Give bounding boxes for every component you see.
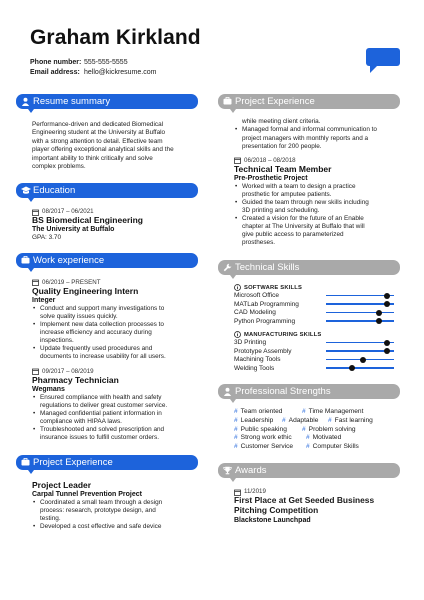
awards-title: Awards	[235, 465, 267, 477]
job-entry	[16, 368, 198, 443]
strength-tag: # Team oriented	[234, 408, 283, 416]
strengths-title: Professional Strengths	[235, 386, 331, 398]
phone-value: 555-555-5555	[84, 59, 128, 66]
award-entry	[218, 488, 400, 524]
skill-name: MATLab Programming	[234, 300, 299, 308]
summary-text: Performance-driven and dedicated Biomedical Engineering student at the University at Buffalo with a strong attention to detail. Effective team player offering exceptional analytical skills and the important ability to think critically and solve complex problems.	[32, 121, 174, 171]
person-icon	[223, 387, 232, 396]
skill-row	[234, 317, 400, 326]
strength-tag: # Motivated	[306, 434, 342, 442]
skill-bar	[326, 350, 394, 351]
skill-name: Microsoft Office	[234, 292, 280, 300]
strength-tag: # Computer Skills	[306, 442, 359, 450]
strength-tag: # Leadership	[234, 417, 274, 425]
skill-row	[234, 364, 400, 373]
project-title-right: Project Experience	[235, 96, 315, 107]
skills-group-software	[218, 284, 400, 325]
strength-tag: # Public speaking	[234, 425, 287, 433]
project-name: Carpal Tunnel Prevention Project	[32, 491, 142, 499]
skill-level-dot	[376, 310, 382, 316]
left-column	[16, 94, 198, 531]
skills-category: SOFTWARE SKILLS	[234, 284, 400, 291]
project-entry	[218, 157, 400, 248]
skill-level-dot	[360, 357, 366, 363]
project-header-right	[218, 94, 400, 109]
skill-bar	[326, 320, 394, 321]
bullet: • Created a vision for the future of an Enable chapter at The University at Buffalo that will give public access to parameterized prostheses.	[234, 215, 400, 247]
strengths-header	[218, 384, 400, 399]
education-date: 08/2017 – 06/2021	[32, 208, 198, 216]
education-title: Education	[33, 185, 76, 197]
project-date: 06/2018 – 08/2018	[234, 157, 400, 165]
award-org: Blackstone Launchpad	[234, 516, 311, 524]
strength-tag: # Fast learning	[328, 417, 373, 425]
strength-tag: # Time Management	[302, 408, 364, 416]
candidate-name: Graham Kirkland	[30, 26, 201, 49]
skill-bar	[326, 342, 394, 343]
strength-tag: # Customer Service	[234, 442, 294, 450]
briefcase-icon	[223, 97, 232, 105]
skill-bar	[326, 359, 394, 360]
bullet: • Coordinated a small team through a design process: research, prototype design, and testing.	[32, 499, 198, 523]
bullet: • Managed formal and informal communication to project managers with monthly reports and a presentation for 200 people.	[234, 126, 400, 150]
summary-title: Resume summary	[33, 96, 111, 107]
skill-row	[234, 338, 400, 347]
job-company: Integer	[32, 296, 56, 304]
graduation-cap-icon	[21, 186, 31, 195]
project-name: Pre-Prosthetic Project	[234, 174, 308, 182]
award-date: 11/2019	[234, 488, 400, 496]
skill-name: 3D Printing	[234, 339, 267, 347]
education-entry	[16, 208, 198, 242]
right-column	[218, 94, 400, 525]
email-value: hello@kickresume.com	[84, 69, 157, 76]
skill-row	[234, 355, 400, 364]
technical-skills-title: Technical Skills	[235, 262, 300, 274]
skill-level-dot	[384, 348, 390, 354]
project-bullets	[234, 126, 400, 150]
skill-name: CAD Modeling	[234, 309, 276, 317]
strength-tag: # Strong work ethic	[234, 434, 292, 442]
bullet: • Worked with a team to design a practice prosthetic for amputee patients.	[234, 183, 400, 199]
project-header-left	[16, 455, 198, 470]
email-label: Email address:	[30, 69, 80, 76]
bullet: • Managed confidential patient information in compliance with HIPAA laws.	[32, 410, 198, 426]
bullet: • Conduct and support many investigations to solve quality issues quickly.	[32, 305, 198, 321]
work-title: Work experience	[33, 254, 105, 266]
bullet: • Developed a cost effective and safe device	[32, 523, 198, 531]
education-header	[16, 183, 198, 198]
skill-level-dot	[349, 365, 355, 371]
job-date: 06/2019 – PRESENT	[32, 279, 198, 287]
bullet: • Ensured compliance with health and safety regulations to deliver great customer service.	[32, 394, 198, 410]
skill-bar	[326, 303, 394, 304]
skill-level-dot	[384, 301, 390, 307]
skill-row	[234, 347, 400, 356]
trophy-icon	[223, 466, 232, 475]
person-icon	[21, 97, 30, 106]
project-bullets	[32, 499, 198, 531]
project-continuation	[218, 118, 400, 151]
calendar-icon	[32, 368, 39, 375]
skill-level-dot	[376, 318, 382, 324]
job-role: Quality Engineering Intern	[32, 285, 139, 296]
wrench-icon	[223, 263, 232, 272]
award-name: First Place at Get Seeded Business Pitching Competition	[234, 495, 375, 515]
chat-bubble-icon	[366, 48, 400, 74]
work-header	[16, 253, 198, 268]
project-role: Technical Team Member	[234, 163, 332, 174]
contact-block	[30, 58, 156, 78]
strength-tag: # Problem solving	[302, 425, 356, 433]
skill-name: Machining Tools	[234, 356, 281, 364]
job-bullets	[32, 305, 198, 362]
briefcase-icon	[21, 256, 30, 264]
strengths-tags	[218, 408, 400, 451]
job-date: 09/2017 – 08/2019	[32, 368, 198, 376]
skill-name: Welding Tools	[234, 364, 275, 372]
skill-row	[234, 308, 400, 317]
technical-skills-header	[218, 260, 400, 275]
project-title-left: Project Experience	[33, 457, 113, 469]
strength-tag: # Adaptable	[282, 417, 319, 425]
continuation-text: while meeting client criteria.	[242, 118, 321, 125]
skills-group-manufacturing	[218, 331, 400, 372]
info-circle-icon	[234, 284, 241, 291]
job-bullets	[32, 394, 198, 443]
project-entry	[16, 481, 198, 531]
job-role: Pharmacy Technician	[32, 374, 119, 385]
project-bullets	[234, 183, 400, 248]
skill-bar	[326, 367, 394, 368]
awards-header	[218, 463, 400, 478]
briefcase-icon	[21, 458, 30, 466]
skill-bar	[326, 312, 394, 313]
bullet: • Guided the team through new skills including 3D printing and scheduling.	[234, 199, 400, 215]
bullet: • Troubleshooted and solved prescription and insurance issues to fulfill customer orders.	[32, 426, 198, 442]
skill-row	[234, 300, 400, 309]
skill-level-dot	[384, 293, 390, 299]
skill-row	[234, 291, 400, 300]
bullet: • Update frequently used procedures and documents to increase usability for all users.	[32, 345, 198, 361]
skill-name: Python Programming	[234, 317, 296, 325]
bullet: • Implement new data collection processes to increase efficiency and accuracy during inspections.	[32, 321, 198, 345]
skill-name: Prototype Assembly	[234, 347, 292, 355]
info-circle-icon	[234, 331, 241, 338]
job-company: Wegmans	[32, 385, 65, 393]
skills-category: MANUFACTURING SKILLS	[234, 331, 400, 338]
degree: BS Biomedical Engineering	[32, 215, 143, 226]
skill-bar	[326, 295, 394, 296]
skill-level-dot	[384, 340, 390, 346]
school: The University at Buffalo	[32, 226, 115, 234]
summary-header	[16, 94, 198, 109]
phone-label: Phone number:	[30, 59, 82, 66]
gpa: GPA: 3.70	[32, 234, 62, 242]
job-entry	[16, 279, 198, 362]
project-role: Project Leader	[32, 480, 92, 491]
